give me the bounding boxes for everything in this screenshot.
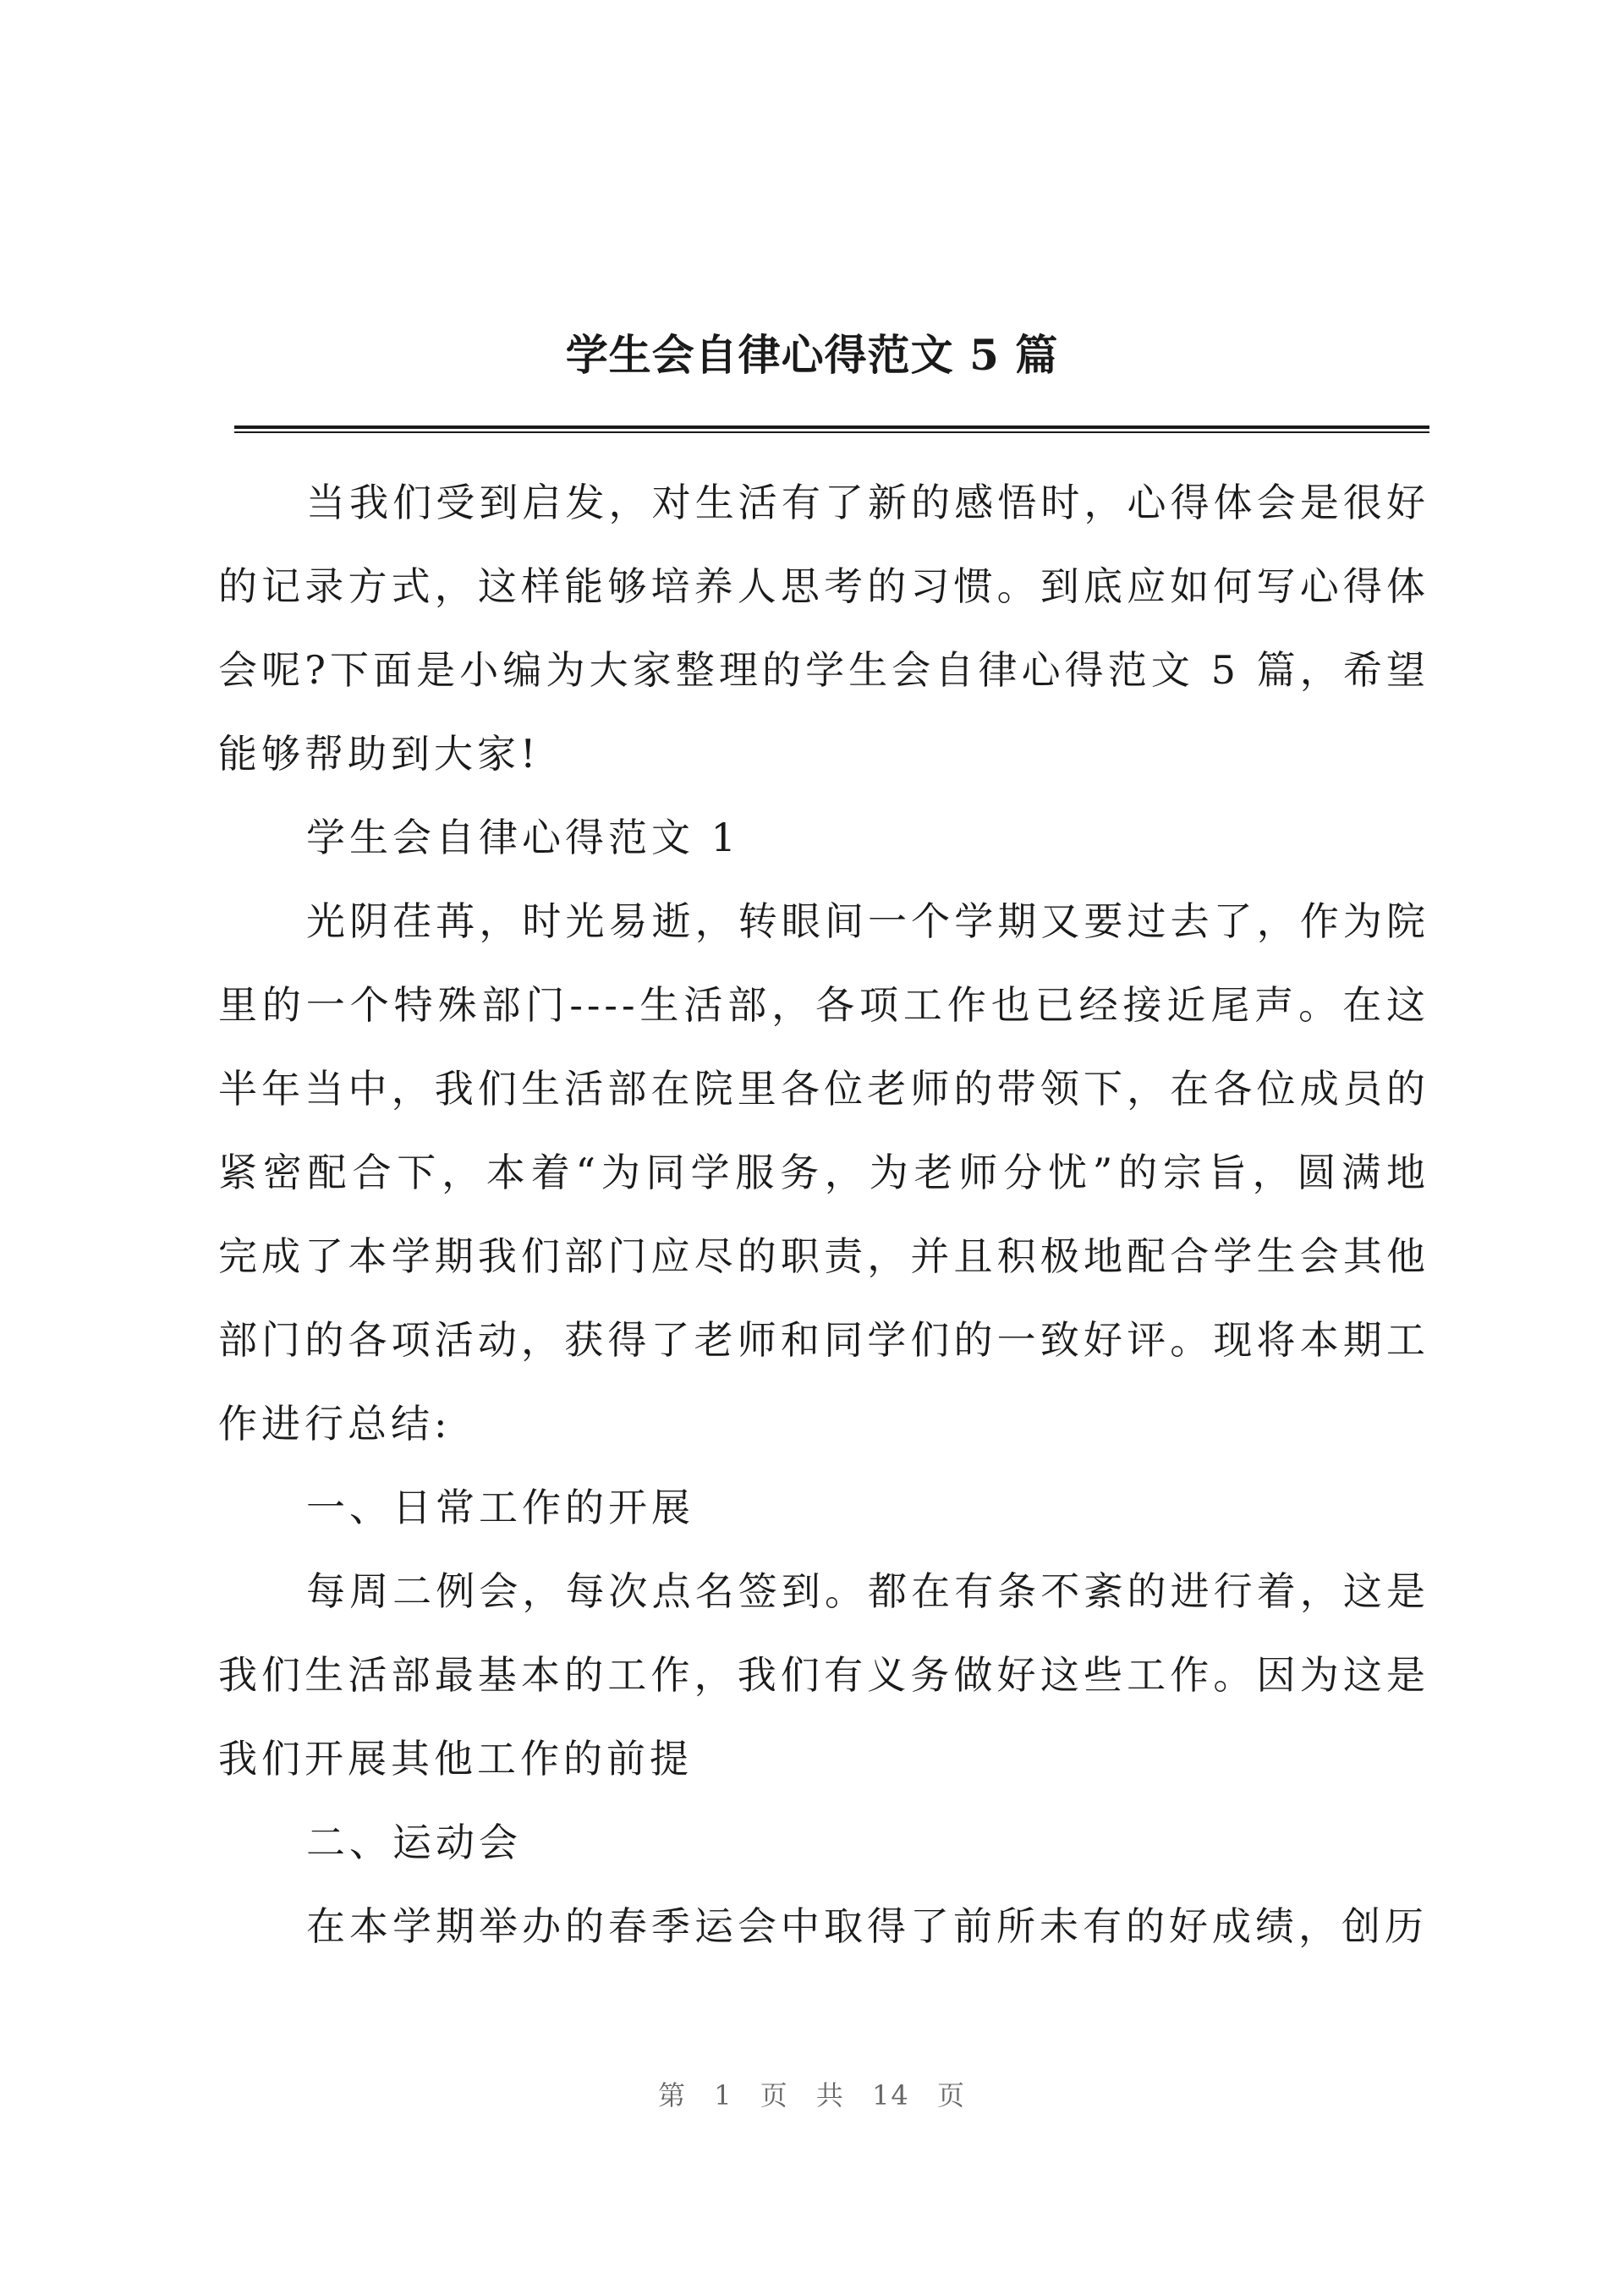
section-heading: 学生会自律心得范文 1 [306,815,740,860]
subsection-heading: 一、日常工作的开展 [306,1485,694,1530]
title-divider [234,426,1429,433]
page-footer: 第 1 页 共 14 页 [658,2079,966,2111]
body-paragraph: 在本学期举办的春季运会中取得了前所未有的好成绩，创历 [306,1903,1428,1949]
body-paragraph: 光阴荏苒，时光易逝，转眼间一个学期又要过去了，作为院里的一个特殊部门----生活部，各项工作也已经接近尾声。在这半年当中，我们生活部在院里各位老师的带领下，在各位成员的紧密配合下，本着“为同学服务，为老师分忧”的宗旨，圆满地完成了本学期我们部门应尽的职责，并且积极地配合学生会其他部门的各项活动，获得了老师和同学们的一致好评。现将本期工作进行总结: [218,898,1429,1447]
body-paragraph: 每周二例会，每次点名签到。都在有条不紊的进行着，这是我们生活部最基本的工作，我们有义务做好这些工作。因为这是我们开展其他工作的前提 [218,1568,1429,1782]
divider-thick-line [234,426,1429,429]
document-body [218,461,1429,1968]
intro-paragraph: 当我们受到启发，对生活有了新的感悟时，心得体会是很好的记录方式，这样能够培养人思考的习惯。到底应如何写心得体会呢?下面是小编为大家整理的学生会自律心得范文 5 篇，希望能够帮助到大家! [218,480,1429,777]
divider-thin-line [234,431,1429,433]
page-title: 学生会自律心得范文 5 篇 [565,330,1059,380]
subsection-heading: 二、运动会 [306,1820,522,1865]
